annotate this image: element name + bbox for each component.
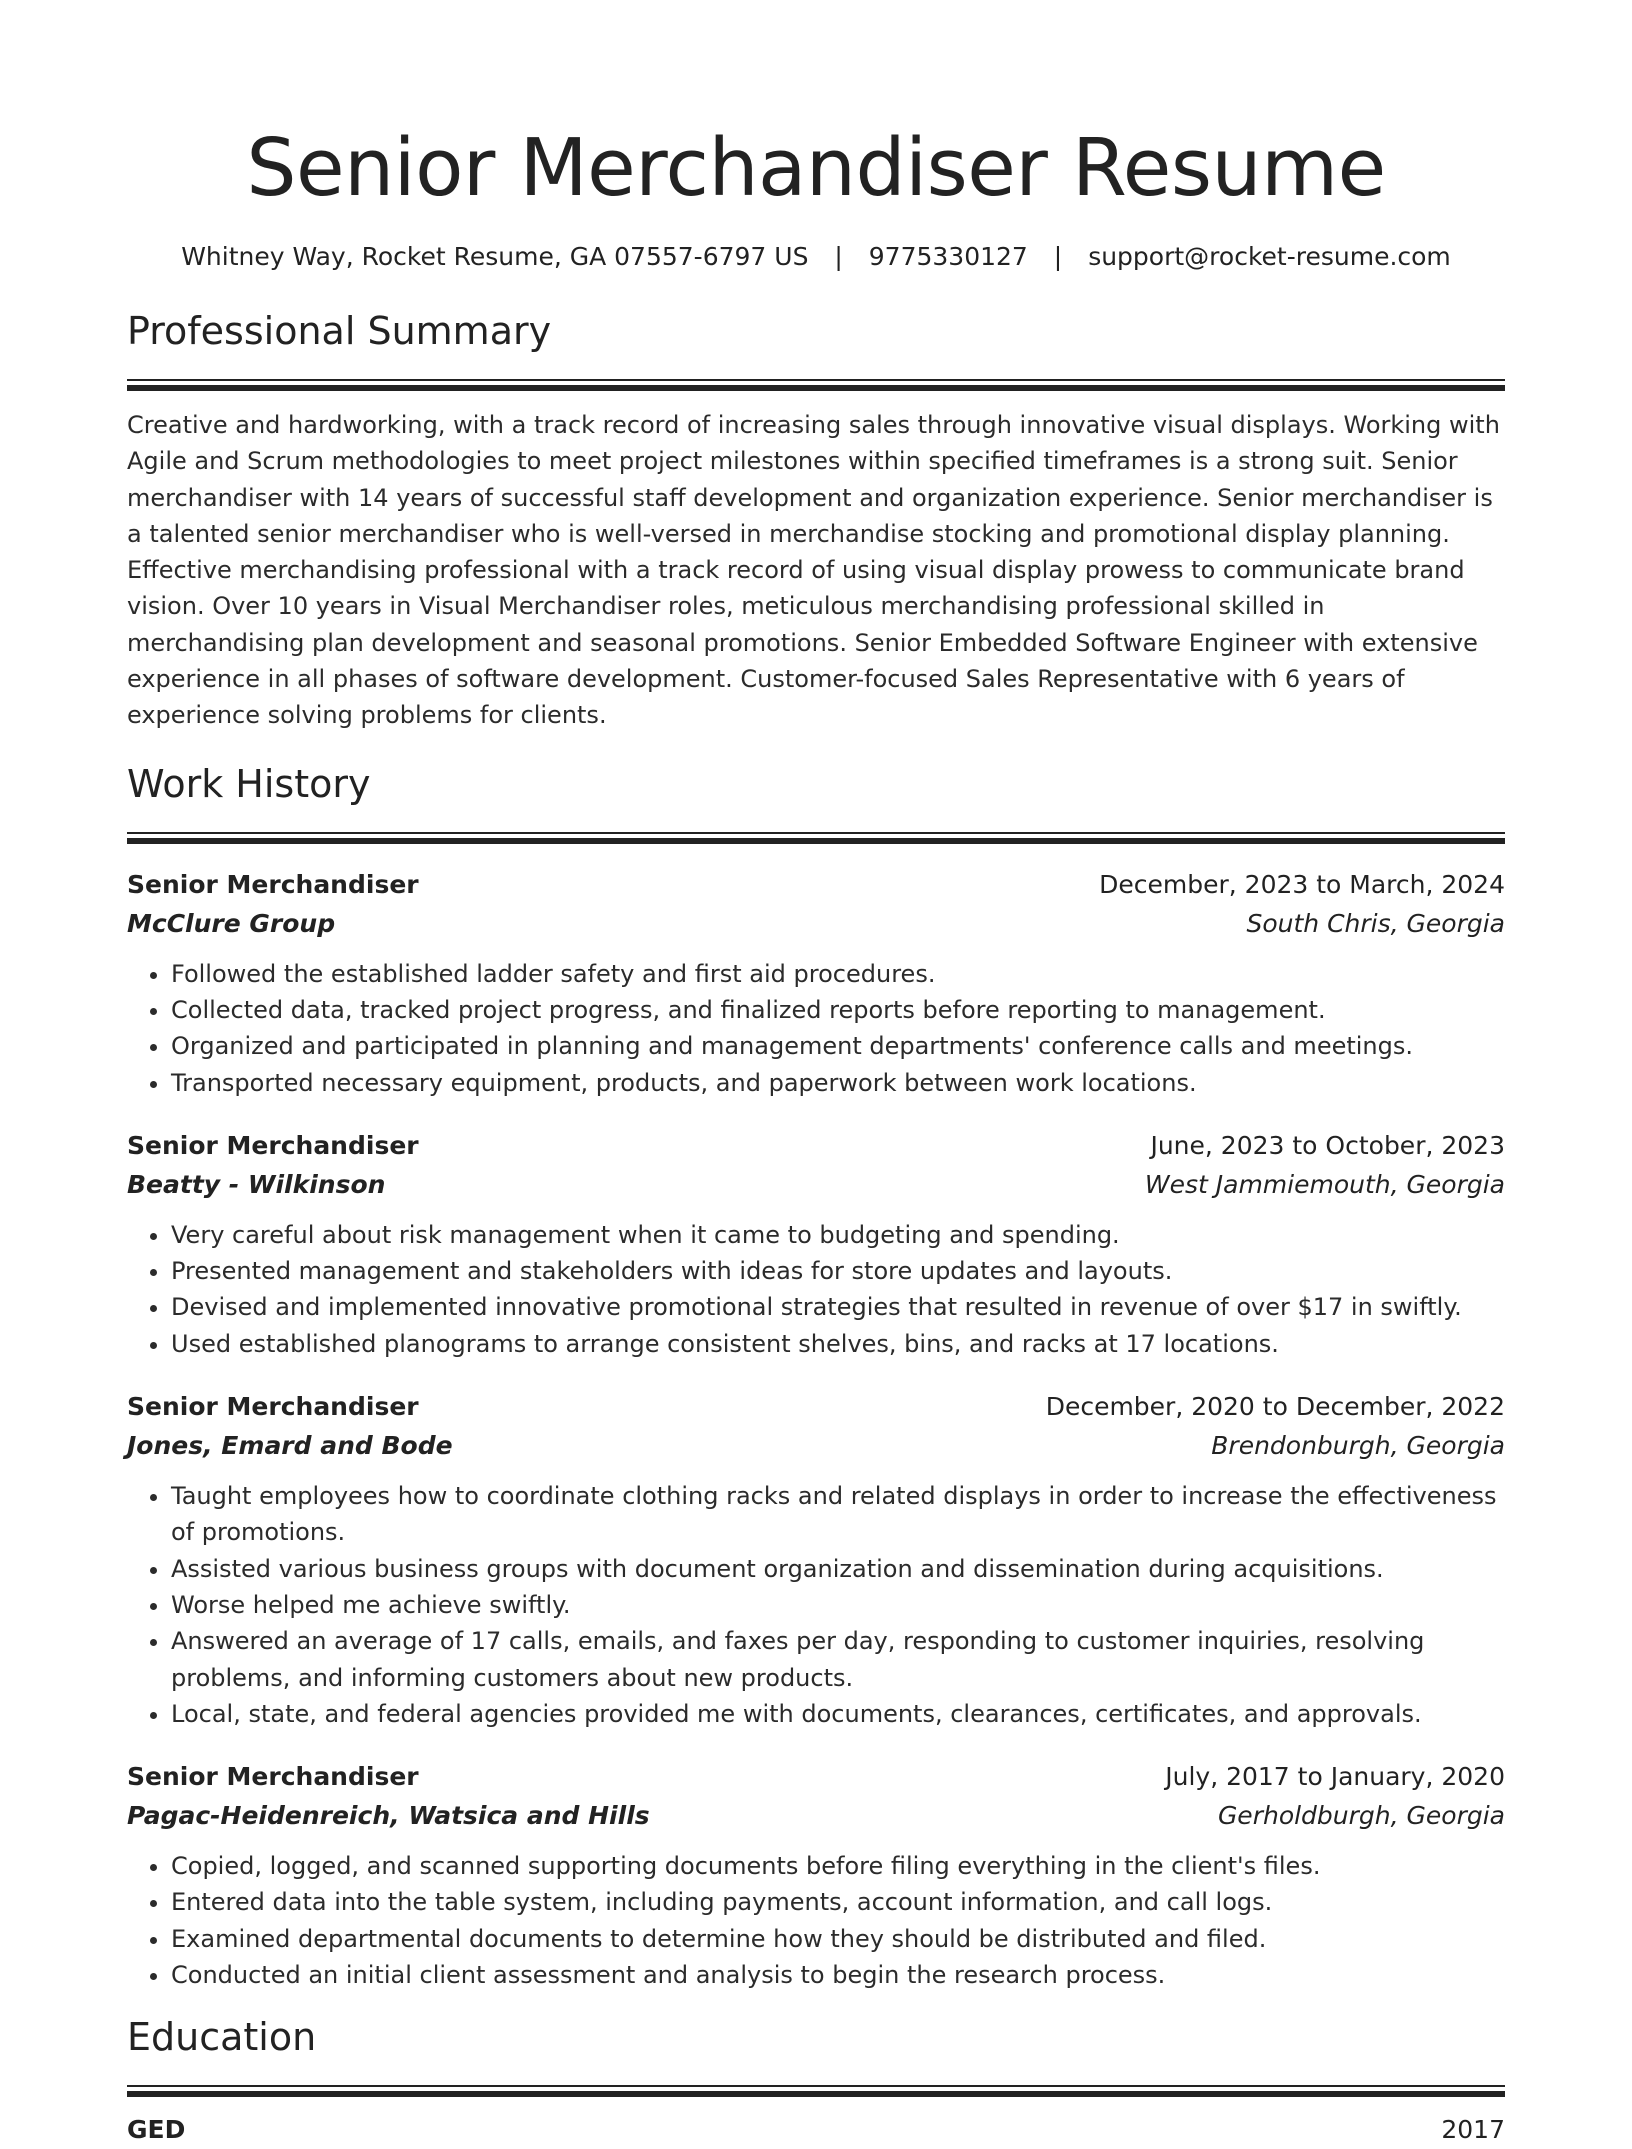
duty-item: • Worse helped me achieve swiftly. (171, 1587, 1505, 1623)
job-dates: December, 2020 to December, 2022 (1045, 1392, 1505, 1422)
job-duties (127, 1478, 1505, 1732)
job-title: Senior Merchandiser (127, 1130, 419, 1160)
duty-item: • Collected data, tracked project progress, and finalized reports before reporting to management. (171, 992, 1505, 1028)
job-company: McClure Group (127, 908, 336, 938)
duty-item: • Presented management and stakeholders with ideas for store updates and layouts. (171, 1253, 1505, 1289)
education-entry (127, 2111, 1505, 2149)
job-dates: December, 2023 to March, 2024 (1099, 869, 1505, 899)
section-header (127, 760, 1505, 844)
contact-line (127, 241, 1505, 273)
duty-item: • Examined departmental documents to determine how they should be distributed and filed. (171, 1921, 1505, 1957)
contact-email: support@rocket-resume.com (1088, 242, 1451, 271)
job-location: Gerholdburgh, Georgia (1217, 1801, 1505, 1831)
duty-item: • Conducted an initial client assessment and analysis to begin the research process. (171, 1957, 1505, 1993)
job-entry (127, 1758, 1505, 1993)
job-entry (127, 1388, 1505, 1732)
job-company: Jones, Emard and Bode (127, 1431, 453, 1461)
education-section (127, 2013, 1505, 2149)
duty-item: • Answered an average of 17 calls, emails, and faxes per day, responding to customer inquiries, resolving problems, and informing customers about new products. (171, 1623, 1505, 1696)
section-header (127, 307, 1505, 391)
duty-item: • Used established planograms to arrange consistent shelves, bins, and racks at 17 locations. (171, 1326, 1505, 1362)
contact-phone: 9775330127 (868, 242, 1028, 271)
duty-item: • Entered data into the table system, including payments, account information, and call logs. (171, 1884, 1505, 1920)
section-title-summary: Professional Summary (127, 309, 552, 353)
contact-separator: | (1053, 242, 1063, 271)
summary-text: Creative and hardworking, with a track record of increasing sales through innovative visual displays. Working with Agile and Scrum methodologies to meet project milestones within specified timeframes is a strong suit. Senior merchandiser with 14 years of successful staff development and organization experience. Senior merchandiser is a talented senior merchandiser who is well-versed in merchandise stocking and promotional display planning. Effective merchandising professional with a track record of using visual display prowess to communicate brand vision. Over 10 years in Visual Merchandiser roles, meticulous merchandising professional skilled in merchandising plan development and seasonal promotions. Senior Embedded Software Engineer with extensive experience in all phases of software development. Customer-focused Sales Representative with 6 years of experience solving problems for clients. (127, 411, 1500, 730)
duty-item: • Organized and participated in planning and management departments' conference calls and meetings. (171, 1028, 1505, 1064)
job-duties (127, 1848, 1505, 1993)
section-divider (127, 379, 1505, 391)
section-header (127, 2013, 1505, 2097)
job-title: Senior Merchandiser (127, 869, 419, 899)
duty-item: • Devised and implemented innovative promotional strategies that resulted in revenue of over $17 in swiftly. (171, 1289, 1505, 1325)
professional-summary-section (127, 307, 1505, 734)
job-dates: June, 2023 to October, 2023 (1150, 1130, 1505, 1160)
duty-item: • Assisted various business groups with document organization and dissemination during acquisitions. (171, 1551, 1505, 1587)
section-divider (127, 2085, 1505, 2097)
job-location: West Jammiemouth, Georgia (1144, 1169, 1505, 1199)
job-dates: July, 2017 to January, 2020 (1165, 1762, 1505, 1792)
education-degree: GED (127, 2115, 186, 2145)
job-duties (127, 1217, 1505, 1362)
job-location: South Chris, Georgia (1246, 908, 1505, 938)
education-year: 2017 (1441, 2115, 1505, 2145)
job-title: Senior Merchandiser (127, 1392, 419, 1422)
duty-item: • Local, state, and federal agencies provided me with documents, clearances, certificates, and approvals. (171, 1696, 1505, 1732)
contact-separator: | (834, 242, 843, 271)
duty-item: • Copied, logged, and scanned supporting documents before filing everything in the client's files. (171, 1848, 1505, 1884)
job-entry (127, 866, 1505, 1101)
section-title-work: Work History (127, 761, 371, 806)
job-title: Senior Merchandiser (127, 1762, 419, 1792)
duty-item: • Very careful about risk management when it came to budgeting and spending. (171, 1217, 1505, 1253)
duty-item: • Followed the established ladder safety and first aid procedures. (171, 956, 1505, 992)
duty-item: • Transported necessary equipment, products, and paperwork between work locations. (171, 1065, 1505, 1101)
resume-title: Senior Merchandiser Resume (246, 122, 1386, 214)
contact-address: Whitney Way, Rocket Resume, GA 07557-6797 US (181, 242, 809, 271)
section-divider (127, 832, 1505, 844)
work-history-section (127, 760, 1505, 1994)
section-title-education: Education (127, 2015, 317, 2060)
job-duties (127, 956, 1505, 1101)
job-company: Beatty - Wilkinson (127, 1169, 386, 1199)
duty-item: • Taught employees how to coordinate clothing racks and related displays in order to increase the effectiveness of promotions. (171, 1478, 1505, 1551)
job-entry (127, 1127, 1505, 1362)
job-location: Brendonburgh, Georgia (1211, 1431, 1505, 1461)
job-company: Pagac-Heidenreich, Watsica and Hills (127, 1801, 650, 1831)
